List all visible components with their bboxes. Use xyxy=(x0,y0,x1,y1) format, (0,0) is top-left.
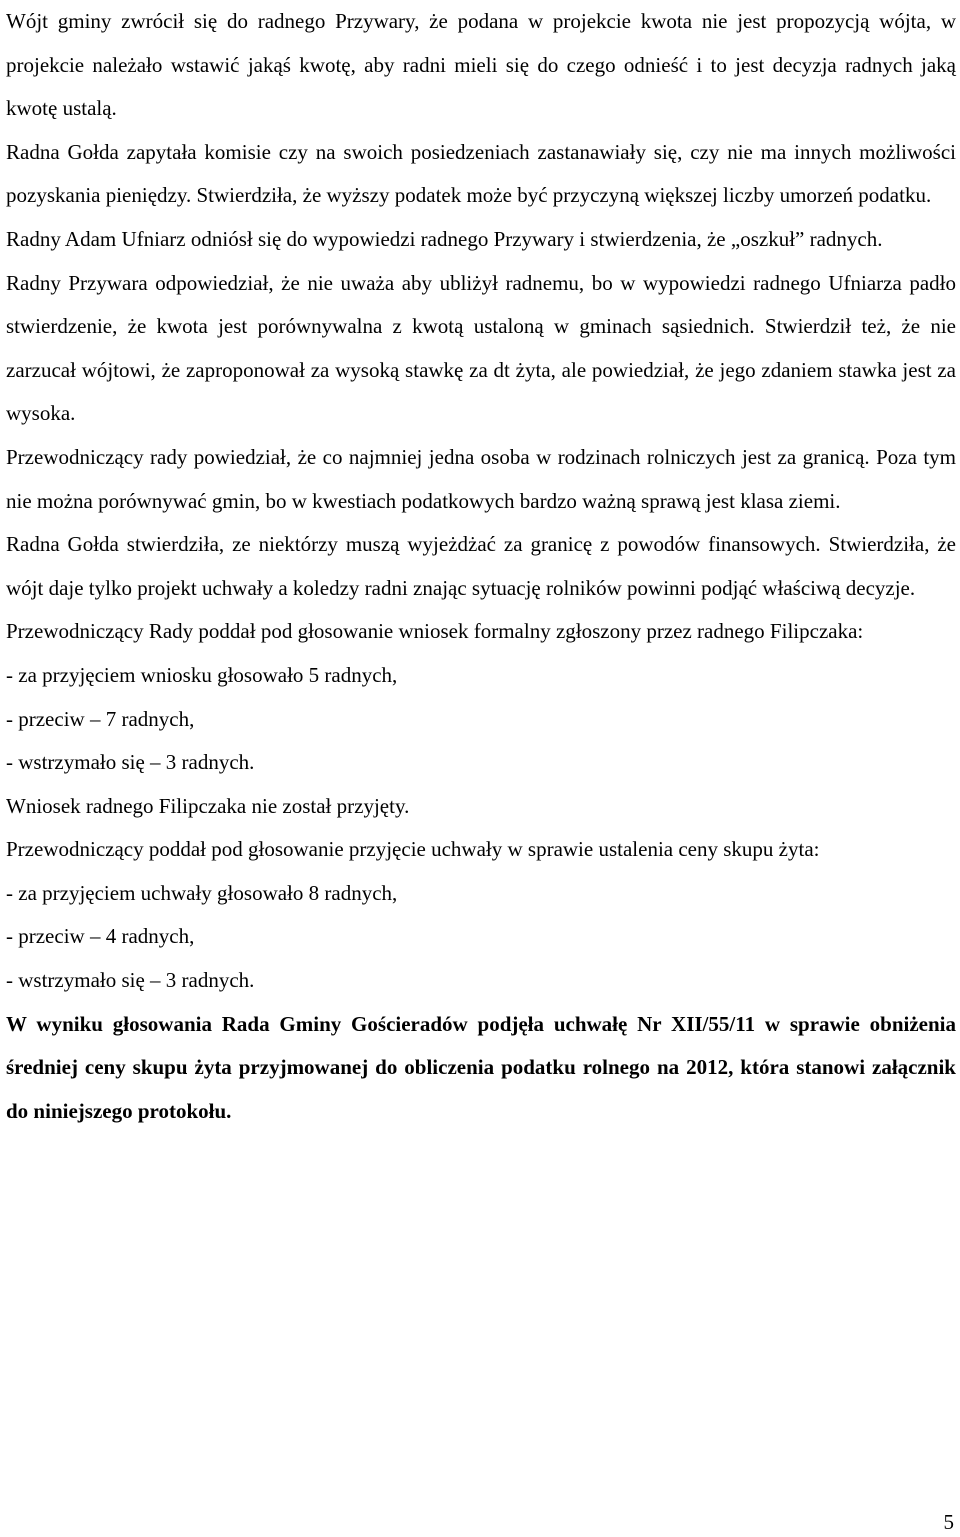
paragraph-chairman-comment: Przewodniczący rady powiedział, że co najmniej jedna osoba w rodzinach rolniczych jest za granicą. Poza tym nie można porównywać gmin, bo w kwestiach podatkowych bardzo ważną sprawą jest klasa ziemi. xyxy=(6,444,956,513)
paragraph-vote-resolution-intro: Przewodniczący poddał pod głosowanie przyjęcie uchwały w sprawie ustalenia ceny skupu żyta: xyxy=(6,837,820,862)
vote-resolution-against: - przeciw – 4 radnych, xyxy=(6,924,195,949)
paragraph-golda-statement: Radna Gołda stwierdziła, ze niektórzy muszą wyjeżdżać za granicę z powodów finansowych. Stwierdziła, że wójt daje tylko projekt uchwały a koledzy radni znając sytuację rolników powinni podjąć właściwą decyzje. xyxy=(6,532,956,600)
vote-motion-against: - przeciw – 7 radnych, xyxy=(6,706,195,731)
paragraph-golda-question: Radna Gołda zapytała komisie czy na swoich posiedzeniach zastanawiały się, czy nie ma innych możliwości pozyskania pieniędzy. Stwierdziła, że wyższy podatek może być przyczyną większej liczby umorzeń podatku. xyxy=(6,139,956,208)
vote-resolution-abstain: - wstrzymało się – 3 radnych. xyxy=(6,968,255,993)
motion-result: Wniosek radnego Filipczaka nie został przyjęty. xyxy=(6,793,410,818)
vote-motion-for: - za przyjęciem wniosku głosowało 5 radnych, xyxy=(6,662,398,687)
paragraph-przywara-response: Radny Przywara odpowiedział, że nie uważa aby ubliżył radnemu, bo w wypowiedzi radnego Ufniarza padło stwierdzenie, że kwota jest porównywalna z kwotą ustaloną w gminach sąsiednich. Stwierdził też, że nie zarzucał wójtowi, że zaproponował za wysoką stawkę za dt żyta, ale powiedział, że jego zdaniem stawka jest za wysoka. xyxy=(6,270,956,426)
vote-resolution-for: - za przyjęciem uchwały głosowało 8 radnych, xyxy=(6,880,398,905)
page-number: 5 xyxy=(943,1510,954,1534)
document-body xyxy=(6,0,956,1133)
paragraph-ufniarz: Radny Adam Ufniarz odniósł się do wypowiedzi radnego Przywary i stwierdzenia, że „oszkuł” radnych. xyxy=(6,226,883,251)
paragraph-vote-motion-intro: Przewodniczący Rady poddał pod głosowanie wniosek formalny zgłoszony przez radnego Filipczaka: xyxy=(6,619,864,644)
vote-motion-abstain: - wstrzymało się – 3 radnych. xyxy=(6,750,255,775)
resolution-result: W wyniku głosowania Rada Gminy Gościeradów podjęła uchwałę Nr XII/55/11 w sprawie obniżenia średniej ceny skupu żyta przyjmowanej do obliczenia podatku rolnego na 2012, która stanowi załącznik do niniejszego protokołu. xyxy=(6,1011,956,1123)
paragraph-wojt-response: Wójt gminy zwrócił się do radnego Przywary, że podana w projekcie kwota nie jest propozycją wójta, w projekcie należało wstawić jakąś kwotę, aby radni mieli się do czego odnieść i to jest decyzja radnych jaką kwotę ustalą. xyxy=(6,9,956,121)
